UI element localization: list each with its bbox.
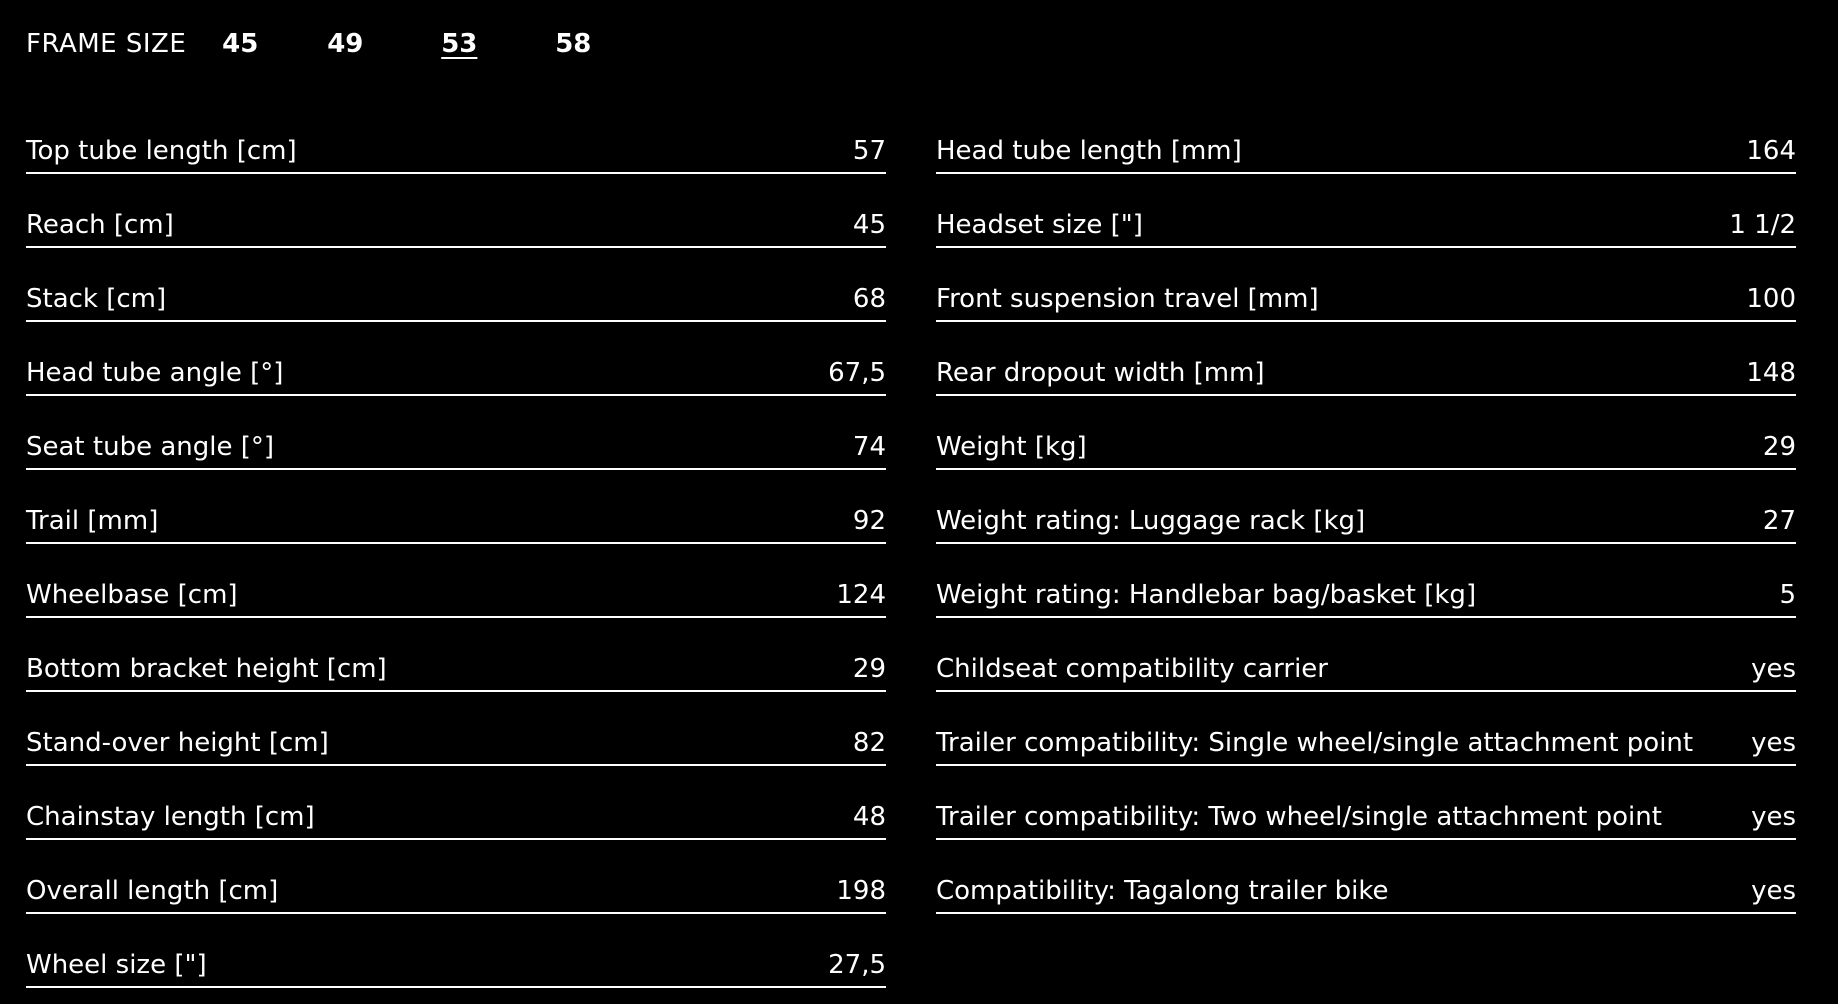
spec-value: 74 xyxy=(852,432,886,462)
spec-value: 27 xyxy=(1762,506,1796,536)
spec-row xyxy=(26,190,886,248)
spec-row xyxy=(26,782,886,840)
spec-label: Wheelbase [cm] xyxy=(26,580,238,610)
spec-value: 27,5 xyxy=(828,950,886,980)
spec-label: Stand-over height [cm] xyxy=(26,728,329,758)
spec-value: 148 xyxy=(1746,358,1796,388)
spec-label: Rear dropout width [mm] xyxy=(936,358,1265,388)
spec-value: 48 xyxy=(852,802,886,832)
spec-row xyxy=(26,930,886,988)
spec-table-right xyxy=(936,116,1796,930)
spec-label: Overall length [cm] xyxy=(26,876,279,906)
spec-row xyxy=(936,338,1796,396)
spec-label: Head tube length [mm] xyxy=(936,136,1242,166)
spec-label: Reach [cm] xyxy=(26,210,174,240)
spec-row xyxy=(936,412,1796,470)
spec-value: 92 xyxy=(852,506,886,536)
spec-label: Trailer compatibility: Two wheel/single attachment point xyxy=(936,802,1662,832)
spec-label: Weight rating: Handlebar bag/basket [kg] xyxy=(936,580,1477,610)
spec-row xyxy=(936,782,1796,840)
frame-size-label: FRAME SIZE xyxy=(26,29,187,59)
spec-row xyxy=(26,560,886,618)
frame-size-selector xyxy=(26,27,630,61)
spec-label: Chainstay length [cm] xyxy=(26,802,315,832)
spec-value: 57 xyxy=(852,136,886,166)
spec-row xyxy=(936,856,1796,914)
frame-size-option-53[interactable]: 53 xyxy=(441,29,478,59)
spec-value: 100 xyxy=(1746,284,1796,314)
spec-label: Stack [cm] xyxy=(26,284,167,314)
spec-value: yes xyxy=(1751,728,1796,758)
spec-label: Headset size ["] xyxy=(936,210,1143,240)
frame-size-option-45[interactable]: 45 xyxy=(222,29,259,59)
spec-label: Trail [mm] xyxy=(26,506,159,536)
spec-row xyxy=(936,634,1796,692)
spec-value: 67,5 xyxy=(828,358,886,388)
spec-label: Childseat compatibility carrier xyxy=(936,654,1328,684)
spec-label: Head tube angle [°] xyxy=(26,358,284,388)
spec-label: Front suspension travel [mm] xyxy=(936,284,1319,314)
spec-value: yes xyxy=(1751,802,1796,832)
spec-row xyxy=(26,634,886,692)
spec-label: Compatibility: Tagalong trailer bike xyxy=(936,876,1389,906)
spec-row xyxy=(26,264,886,322)
spec-value: 82 xyxy=(852,728,886,758)
spec-label: Weight rating: Luggage rack [kg] xyxy=(936,506,1366,536)
spec-row xyxy=(26,708,886,766)
spec-value: 29 xyxy=(852,654,886,684)
spec-label: Wheel size ["] xyxy=(26,950,207,980)
spec-label: Trailer compatibility: Single wheel/single attachment point xyxy=(936,728,1694,758)
spec-value: 1 1/2 xyxy=(1729,210,1796,240)
spec-label: Weight [kg] xyxy=(936,432,1087,462)
spec-label: Bottom bracket height [cm] xyxy=(26,654,387,684)
spec-value: 5 xyxy=(1779,580,1796,610)
spec-row xyxy=(936,560,1796,618)
spec-value: 45 xyxy=(852,210,886,240)
spec-label: Top tube length [cm] xyxy=(26,136,297,166)
spec-row xyxy=(26,338,886,396)
spec-value: yes xyxy=(1751,876,1796,906)
spec-table-left xyxy=(26,116,886,1004)
spec-value: yes xyxy=(1751,654,1796,684)
spec-value: 198 xyxy=(836,876,886,906)
frame-size-option-58[interactable]: 58 xyxy=(555,29,592,59)
spec-row xyxy=(26,856,886,914)
spec-row xyxy=(26,116,886,174)
spec-value: 68 xyxy=(852,284,886,314)
spec-row xyxy=(936,116,1796,174)
spec-label: Seat tube angle [°] xyxy=(26,432,275,462)
spec-row xyxy=(936,708,1796,766)
spec-row xyxy=(936,486,1796,544)
spec-value: 164 xyxy=(1746,136,1796,166)
spec-row xyxy=(936,264,1796,322)
spec-value: 124 xyxy=(836,580,886,610)
spec-row xyxy=(26,486,886,544)
spec-row xyxy=(936,190,1796,248)
spec-row xyxy=(26,412,886,470)
frame-size-option-49[interactable]: 49 xyxy=(327,29,364,59)
spec-value: 29 xyxy=(1762,432,1796,462)
